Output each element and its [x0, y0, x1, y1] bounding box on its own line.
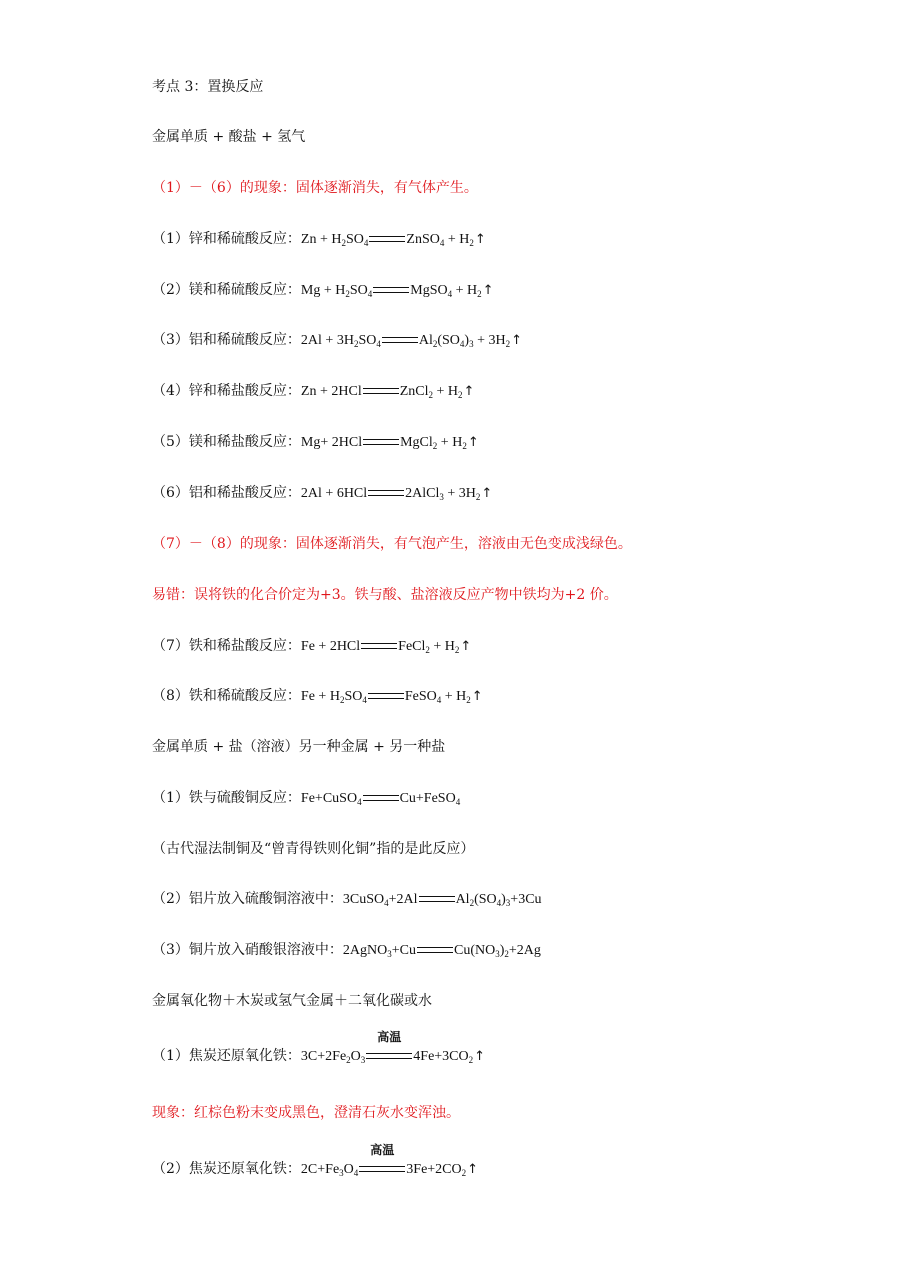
equation: 2AgNO$_3$+Cu $Cu(NO_3)_2+2Ag$ [342, 943, 541, 959]
section1-title: 金属单质 + 酸盐 + 氢气 [152, 129, 306, 145]
section1-phenomenon-2: （7）－（8）的现象：固体逐渐消失，有气泡产生，溶液由无色变成浅绿色。 [152, 536, 632, 552]
section2-title: 金属单质 + 盐（溶液）另一种金属 + 另一种盐 [152, 739, 446, 755]
reaction-label: （1）锌和稀硫酸反应： [152, 231, 301, 247]
equation: Fe+CuSO$_4$ Cu+FeSO$_4$ [300, 791, 461, 807]
reaction-label: （8）铁和稀硫酸反应： [152, 688, 301, 704]
reaction-label: （2）焦炭还原氧化铁： [152, 1161, 301, 1177]
reaction-label: （4）锌和稀盐酸反应： [152, 383, 301, 399]
equation: $2Al + 3H_2SO_4$ $Al_2(SO_4)_3$ + $3H_2↑$ [300, 333, 522, 349]
section3-reaction-1 [152, 1030, 486, 1066]
reaction-condition: 高温 [370, 1143, 395, 1157]
reaction-label: （6）铝和稀盐酸反应： [152, 485, 301, 501]
equation: $Mg + H_2SO_4$ MgSO$_4$ + $H_2↑$ [300, 283, 494, 299]
equation: Mg+ 2HCl MgCl$_2$ + $H_2↑$ [300, 435, 479, 451]
section2-reaction-3 [152, 941, 541, 960]
reaction-label: （3）铜片放入硝酸银溶液中： [152, 942, 343, 958]
reaction-label: （7）铁和稀盐酸反应： [152, 638, 301, 654]
section3-title: 金属氧化物＋木炭或氢气金属＋二氧化碳或水 [152, 993, 432, 1009]
equation: Zn + 2HCl ZnCl$_2$ + $H_2↑$ [300, 384, 475, 400]
reaction-4 [152, 382, 474, 401]
reaction-label: （2）铝片放入硫酸铜溶液中： [152, 891, 343, 907]
reaction-label: （2）镁和稀硫酸反应： [152, 282, 301, 298]
section-heading: 考点 3：置换反应 [152, 79, 264, 95]
section2-reaction-1 [152, 789, 460, 808]
reaction-condition: 高温 [377, 1030, 402, 1044]
reaction-label: （1）焦炭还原氧化铁： [152, 1048, 301, 1064]
equation: $3C+2Fe_2O_3$ 高温 $4Fe+3CO_2↑$ [300, 1030, 486, 1065]
section1-phenomenon: （1）－（6）的现象：固体逐渐消失，有气体产生。 [152, 180, 478, 196]
reaction-label: （3）铝和稀硫酸反应： [152, 332, 301, 348]
equation: $Fe + H_2SO_4$ FeSO$_4$ + $H_2↑$ [300, 689, 483, 705]
equation: 2Al + 6HCl 2AlCl$_3$ + $3H_2↑$ [300, 486, 493, 502]
reaction-1 [152, 230, 486, 249]
reaction-6 [152, 484, 492, 503]
equation: 3CuSO$_4$+2Al $Al_2(SO_4)_3+3Cu$ [342, 892, 542, 908]
section2-reaction-2 [152, 890, 542, 909]
equation: $2C+Fe_3O_4$ 高温 $3Fe+2CO_2↑$ [300, 1143, 479, 1178]
reaction-label: （5）镁和稀盐酸反应： [152, 434, 301, 450]
equation: $Zn + H_2SO_4$ ZnSO$_4$ + $H_2↑$ [300, 232, 486, 248]
equation: Fe + 2HCl FeCl$_2$ + $H_2↑$ [300, 639, 472, 655]
section2-note: （古代湿法制铜及“曾青得铁则化铜”指的是此反应） [152, 841, 475, 857]
reaction-label: （1）铁与硫酸铜反应： [152, 790, 301, 806]
reaction-3 [152, 331, 522, 350]
reaction-7 [152, 637, 471, 656]
reaction-5 [152, 433, 479, 452]
reaction-8 [152, 687, 483, 706]
section3-phenomenon: 现象：红棕色粉末变成黑色，澄清石灰水变浑浊。 [152, 1105, 460, 1121]
section3-reaction-2 [152, 1143, 479, 1179]
reaction-2 [152, 281, 494, 300]
common-mistake: 易错：误将铁的化合价定为+3。铁与酸、盐溶液反应产物中铁均为+2 价。 [152, 587, 618, 603]
